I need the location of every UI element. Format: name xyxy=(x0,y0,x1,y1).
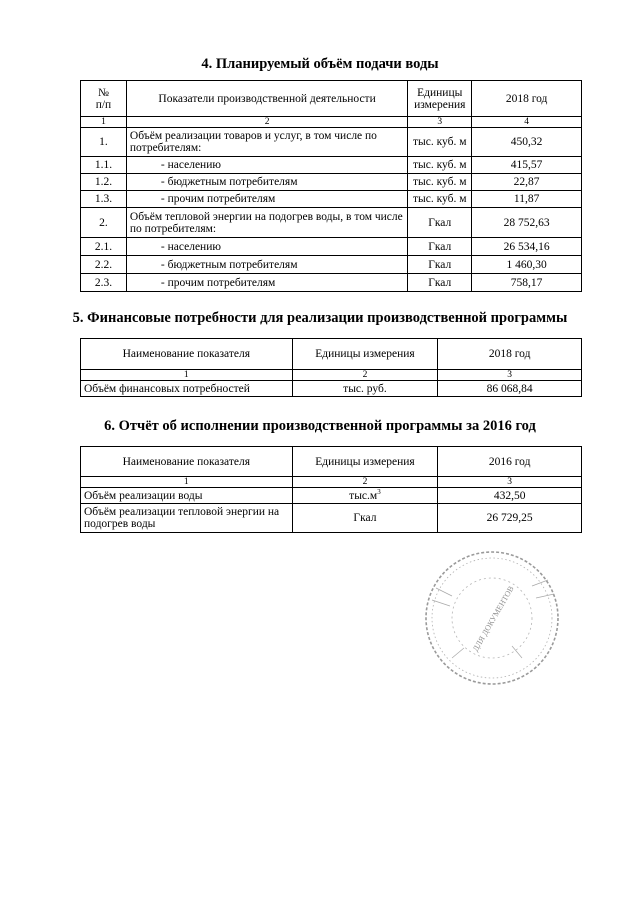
row-value: 415,57 xyxy=(472,157,582,174)
header-year: 2018 год xyxy=(472,81,582,117)
row-unit: Гкал xyxy=(292,504,438,533)
table-row xyxy=(81,238,582,256)
row-name: Объём финансовых потребностей xyxy=(81,381,293,397)
index-cell: 1 xyxy=(81,370,293,381)
official-stamp xyxy=(412,540,572,690)
section-5-title: 5. Финансовые потребности для реализации производственной программы xyxy=(72,310,568,326)
table-row xyxy=(81,256,582,274)
row-unit xyxy=(292,488,438,504)
index-cell: 1 xyxy=(81,117,127,128)
table-header-row xyxy=(81,81,582,117)
header-year: 2016 год xyxy=(438,447,582,477)
index-cell: 3 xyxy=(438,370,582,381)
index-cell: 2 xyxy=(292,477,438,488)
row-name: - прочим потребителям xyxy=(126,274,407,292)
row-name: Объём реализации тепловой энергии на подогрев воды xyxy=(81,504,293,533)
header-unit: Единицы измерения xyxy=(408,81,472,117)
row-number: 2.1. xyxy=(81,238,127,256)
index-row xyxy=(81,477,582,488)
header-name: Наименование показателя xyxy=(81,447,293,477)
row-value: 22,87 xyxy=(472,174,582,191)
index-cell: 2 xyxy=(292,370,438,381)
header-name: Наименование показателя xyxy=(81,339,293,370)
row-unit: Гкал xyxy=(408,238,472,256)
row-number: 2.2. xyxy=(81,256,127,274)
index-cell: 4 xyxy=(472,117,582,128)
row-unit: тыс. руб. xyxy=(292,381,438,397)
row-value: 26 534,16 xyxy=(472,238,582,256)
index-cell: 3 xyxy=(438,477,582,488)
row-unit: Гкал xyxy=(408,256,472,274)
section-6-title: 6. Отчёт об исполнении производственной программы за 2016 год xyxy=(104,418,536,434)
table-row xyxy=(81,274,582,292)
row-number: 1.3. xyxy=(81,191,127,208)
unit-superscript: 3 xyxy=(377,487,381,496)
row-value: 11,87 xyxy=(472,191,582,208)
header-year: 2018 год xyxy=(438,339,582,370)
table-row xyxy=(81,128,582,157)
row-unit: Гкал xyxy=(408,208,472,238)
header-number: № п/п xyxy=(81,81,127,117)
row-value: 1 460,30 xyxy=(472,256,582,274)
row-name: - населению xyxy=(126,157,407,174)
row-value: 86 068,84 xyxy=(438,381,582,397)
row-number: 2. xyxy=(81,208,127,238)
index-cell: 1 xyxy=(81,477,293,488)
row-number: 2.3. xyxy=(81,274,127,292)
row-value: 450,32 xyxy=(472,128,582,157)
table-row xyxy=(81,488,582,504)
row-value: 432,50 xyxy=(438,488,582,504)
row-value: 758,17 xyxy=(472,274,582,292)
table-row xyxy=(81,174,582,191)
row-unit: тыс. куб. м xyxy=(408,174,472,191)
table-row xyxy=(81,381,582,397)
row-value: 28 752,63 xyxy=(472,208,582,238)
row-value: 26 729,25 xyxy=(438,504,582,533)
table-row xyxy=(81,208,582,238)
row-name: - бюджетным потребителям xyxy=(126,256,407,274)
row-unit: тыс. куб. м xyxy=(408,128,472,157)
financial-needs-table xyxy=(80,338,582,397)
table-row xyxy=(81,504,582,533)
unit-text: тыс.м xyxy=(349,489,378,502)
header-indicator: Показатели производственной деятельности xyxy=(126,81,407,117)
row-name: Объём реализации воды xyxy=(81,488,293,504)
water-supply-table xyxy=(80,80,582,292)
table-header-row xyxy=(81,339,582,370)
index-cell: 2 xyxy=(126,117,407,128)
index-cell: 3 xyxy=(408,117,472,128)
section-4-title: 4. Планируемый объём подачи воды xyxy=(201,56,439,72)
row-number: 1.1. xyxy=(81,157,127,174)
row-unit: Гкал xyxy=(408,274,472,292)
row-number: 1. xyxy=(81,128,127,157)
row-number: 1.2. xyxy=(81,174,127,191)
table-row xyxy=(81,157,582,174)
row-unit: тыс. куб. м xyxy=(408,191,472,208)
table-header-row xyxy=(81,447,582,477)
program-report-table xyxy=(80,446,582,533)
row-name: Объём тепловой энергии на подогрев воды, в том числе по потребителям: xyxy=(126,208,407,238)
table-row xyxy=(81,191,582,208)
index-row xyxy=(81,117,582,128)
index-row xyxy=(81,370,582,381)
row-name: - населению xyxy=(126,238,407,256)
row-name: - прочим потребителям xyxy=(126,191,407,208)
header-unit: Единицы измерения xyxy=(292,447,438,477)
header-unit: Единицы измерения xyxy=(292,339,438,370)
stamp-text: ДЛЯ ДОКУМЕНТОВ xyxy=(470,584,516,654)
row-name: - бюджетным потребителям xyxy=(126,174,407,191)
row-name: Объём реализации товаров и услуг, в том числе по потребителям: xyxy=(126,128,407,157)
row-unit: тыс. куб. м xyxy=(408,157,472,174)
